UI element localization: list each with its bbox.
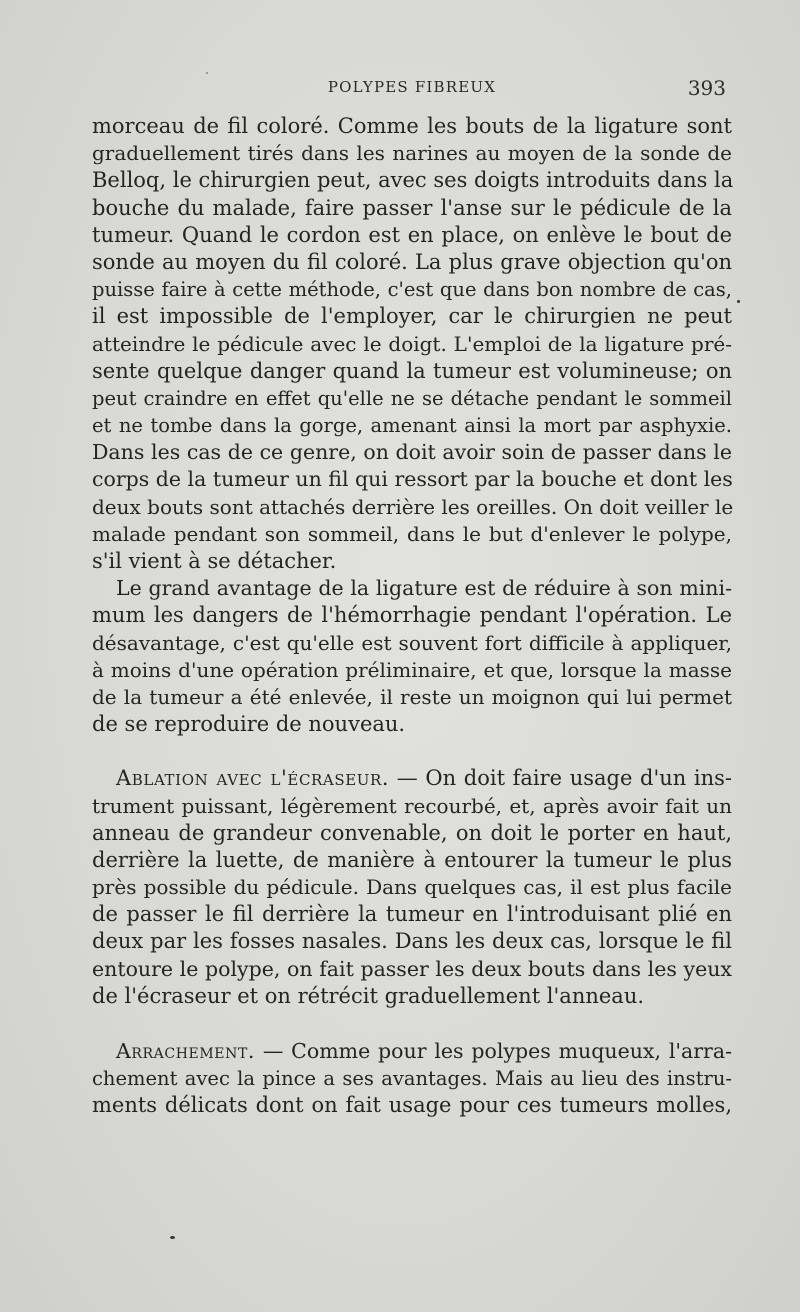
text-line: sente quelque danger quand la tumeur est volumineuse; on xyxy=(92,358,732,383)
text-line: bouche du malade, faire passer l'anse sur le pédicule de la xyxy=(92,195,732,220)
text-line xyxy=(92,1038,732,1065)
text-line: il est impossible de l'employer, car le chirurgien ne peut xyxy=(92,304,732,329)
section-ablation-ecraseur xyxy=(92,765,732,1010)
print-speck xyxy=(170,1236,175,1239)
section-heading: Arrachement. xyxy=(116,1039,255,1063)
text-line: s'il vient à se détacher. xyxy=(92,549,337,573)
text-line: à moins d'une opération préliminaire, et que, lorsque la masse xyxy=(92,657,732,682)
text-line: graduellement tirés dans les narines au moyen de la sonde de xyxy=(92,141,732,166)
text-line: ments délicats dont on fait usage pour ces tumeurs molles, xyxy=(92,1093,732,1118)
text-line: et ne tombe dans la gorge, amenant ainsi la mort par asphyxie. xyxy=(92,414,732,438)
text-line: sonde au moyen du fil coloré. La plus grave objection qu'on xyxy=(92,249,732,274)
text-line: malade pendant son sommeil, dans le but d'enlever le polype, xyxy=(92,521,732,546)
text-line: tumeur. Quand le cordon est en place, on enlève le bout de xyxy=(92,222,732,247)
text-line: deux bouts sont attachés derrière les oreilles. On doit veiller le xyxy=(92,494,734,519)
section-arrachement xyxy=(92,1038,732,1120)
text-line: Belloq, le chirurgien peut, avec ses doigts introduits dans la xyxy=(92,168,734,193)
text-line: deux par les fosses nasales. Dans les deux cas, lorsque le fil xyxy=(92,929,732,954)
text-line: atteindre le pédicule avec le doigt. L'emploi de la ligature pré- xyxy=(92,331,732,356)
text-line: de l'écraseur et on rétrécit graduellement l'anneau. xyxy=(92,983,645,1008)
paragraph-ligature-method xyxy=(92,113,732,575)
text-line: chement avec la pince a ses avantages. Mais au lieu des instru- xyxy=(92,1067,732,1091)
text-line: anneau de grandeur convenable, on doit le porter en haut, xyxy=(92,820,732,845)
section-first-line-text: — On doit faire usage d'un ins- xyxy=(389,766,732,791)
running-head-title: POLYPES FIBREUX xyxy=(327,78,497,96)
body-text xyxy=(92,113,732,1120)
text-line: morceau de fil coloré. Comme les bouts de la ligature sont xyxy=(92,114,732,138)
text-line: désavantage, c'est qu'elle est souvent fort difficile à appliquer, xyxy=(92,630,732,655)
text-line: Le grand avantage de la ligature est de réduire à son mini- xyxy=(116,576,732,601)
text-line: de la tumeur a été enlevée, il reste un moignon qui lui permet xyxy=(92,684,732,709)
paragraph-ligature-advantages xyxy=(92,575,732,738)
section-spacer xyxy=(92,738,732,765)
section-spacer xyxy=(92,1010,732,1038)
page-number: 393 xyxy=(687,76,726,100)
text-line xyxy=(92,765,732,792)
text-line: de se reproduire de nouveau. xyxy=(92,712,406,737)
text-line: corps de la tumeur un fil qui ressort par la bouche et dont les xyxy=(92,467,733,492)
running-head xyxy=(92,78,732,102)
text-line: de passer le fil derrière la tumeur en l'introduisant plié en xyxy=(92,902,732,927)
section-first-line-text: — Comme pour les polypes muqueux, l'arra- xyxy=(255,1039,732,1063)
section-heading: Ablation avec l'écraseur. xyxy=(116,766,390,791)
text-line: mum les dangers de l'hémorrhagie pendant l'opération. Le xyxy=(92,603,732,628)
text-line: derrière la luette, de manière à entourer la tumeur le plus xyxy=(92,847,732,872)
text-line: entoure le polype, on fait passer les deux bouts dans les yeux xyxy=(92,956,732,981)
print-speck xyxy=(737,300,740,303)
text-line: Dans les cas de ce genre, on doit avoir soin de passer dans le xyxy=(92,440,732,465)
text-line: puisse faire à cette méthode, c'est que dans bon nombre de cas, xyxy=(92,278,732,302)
text-line: trument puissant, légèrement recourbé, et, après avoir fait un xyxy=(92,793,732,818)
text-line: près possible du pédicule. Dans quelques cas, il est plus facile xyxy=(92,875,732,900)
print-speck xyxy=(206,72,208,74)
text-line: peut craindre en effet qu'elle ne se détache pendant le sommeil xyxy=(92,386,732,410)
